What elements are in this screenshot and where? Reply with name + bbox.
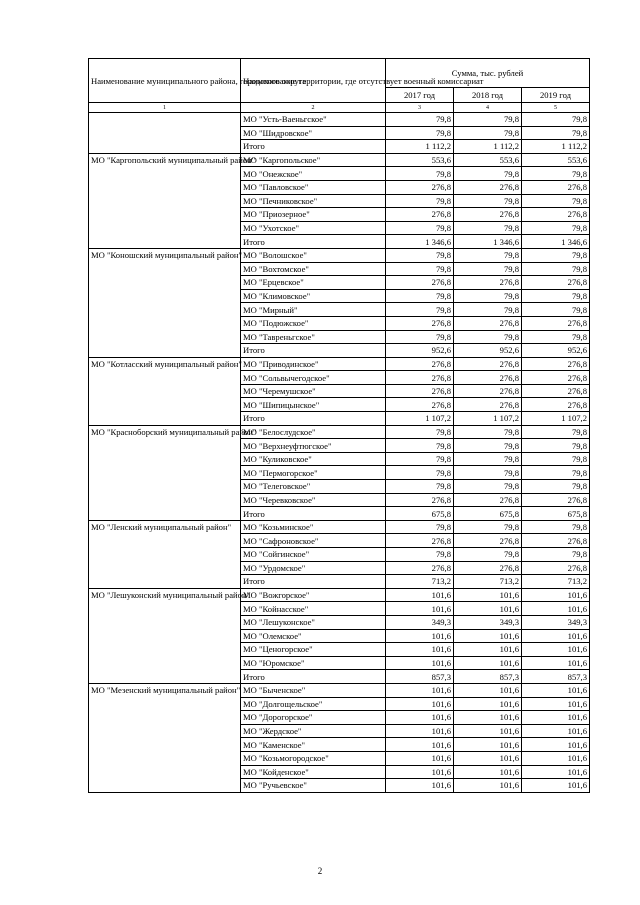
value-2017: 276,8 [386, 398, 454, 412]
value-2019: 349,3 [522, 615, 590, 629]
value-2017: 101,6 [386, 602, 454, 616]
value-2017: 79,8 [386, 425, 454, 439]
value-2019: 101,6 [522, 697, 590, 711]
value-2018: 101,6 [454, 779, 522, 793]
territory-name: МО "Усть-Ваеньгское" [241, 113, 386, 127]
value-2019: 857,3 [522, 670, 590, 684]
value-2018: 79,8 [454, 303, 522, 317]
total-label: Итого [241, 507, 386, 521]
value-2017: 79,8 [386, 248, 454, 262]
value-2017: 101,6 [386, 779, 454, 793]
value-2017: 276,8 [386, 371, 454, 385]
value-2017: 79,8 [386, 126, 454, 140]
value-2018: 101,6 [454, 683, 522, 697]
column-number: 2 [241, 103, 386, 113]
value-2017: 276,8 [386, 276, 454, 290]
header-year-2017: 2017 год [386, 88, 454, 103]
value-2017: 101,6 [386, 724, 454, 738]
value-2017: 101,6 [386, 711, 454, 725]
value-2017: 101,6 [386, 643, 454, 657]
value-2018: 79,8 [454, 167, 522, 181]
value-2019: 1 112,2 [522, 140, 590, 154]
value-2019: 79,8 [522, 330, 590, 344]
value-2018: 349,3 [454, 615, 522, 629]
value-2017: 79,8 [386, 167, 454, 181]
territory-name: МО "Вохтомское" [241, 262, 386, 276]
value-2017: 101,6 [386, 738, 454, 752]
territory-name: МО "Каргопольское" [241, 153, 386, 167]
table-row [89, 520, 590, 534]
territory-name: МО "Вожгорское" [241, 588, 386, 602]
value-2019: 276,8 [522, 208, 590, 222]
value-2018: 101,6 [454, 588, 522, 602]
value-2018: 276,8 [454, 316, 522, 330]
value-2018: 101,6 [454, 656, 522, 670]
district-name: МО "Красноборский муниципальный район" [89, 425, 241, 520]
value-2017: 101,6 [386, 765, 454, 779]
value-2018: 101,6 [454, 738, 522, 752]
value-2018: 101,6 [454, 697, 522, 711]
value-2018: 101,6 [454, 724, 522, 738]
value-2017: 79,8 [386, 262, 454, 276]
value-2018: 1 112,2 [454, 140, 522, 154]
territory-name: МО "Волошское" [241, 248, 386, 262]
value-2018: 553,6 [454, 153, 522, 167]
territory-name: МО "Сойгинское" [241, 548, 386, 562]
value-2019: 101,6 [522, 683, 590, 697]
territory-name: МО "Приозерное" [241, 208, 386, 222]
value-2017: 675,8 [386, 507, 454, 521]
value-2019: 101,6 [522, 751, 590, 765]
value-2018: 276,8 [454, 398, 522, 412]
value-2018: 276,8 [454, 276, 522, 290]
territory-name: МО "Юромское" [241, 656, 386, 670]
value-2018: 276,8 [454, 561, 522, 575]
value-2018: 79,8 [454, 452, 522, 466]
territory-name: МО "Ерцевское" [241, 276, 386, 290]
value-2018: 276,8 [454, 357, 522, 371]
total-label: Итого [241, 140, 386, 154]
value-2019: 276,8 [522, 493, 590, 507]
value-2018: 101,6 [454, 711, 522, 725]
territory-name: МО "Козьминское" [241, 520, 386, 534]
district-name: МО "Каргопольский муниципальный район" [89, 153, 241, 248]
table-row [89, 588, 590, 602]
value-2017: 553,6 [386, 153, 454, 167]
column-number: 1 [89, 103, 241, 113]
territory-name: МО "Сафроновское" [241, 534, 386, 548]
value-2018: 79,8 [454, 126, 522, 140]
header-year-2019: 2019 год [522, 88, 590, 103]
territory-name: МО "Дорогорское" [241, 711, 386, 725]
value-2019: 101,6 [522, 738, 590, 752]
column-number: 3 [386, 103, 454, 113]
territory-name: МО "Печниковское" [241, 194, 386, 208]
value-2017: 79,8 [386, 480, 454, 494]
value-2019: 1 107,2 [522, 412, 590, 426]
value-2019: 79,8 [522, 113, 590, 127]
territory-name: МО "Онежское" [241, 167, 386, 181]
value-2017: 79,8 [386, 113, 454, 127]
territory-name: МО "Куликовское" [241, 452, 386, 466]
value-2017: 79,8 [386, 289, 454, 303]
territory-name: МО "Мирный" [241, 303, 386, 317]
territory-name: МО "Быченское" [241, 683, 386, 697]
value-2019: 101,6 [522, 629, 590, 643]
value-2018: 79,8 [454, 439, 522, 453]
value-2019: 79,8 [522, 466, 590, 480]
value-2018: 79,8 [454, 248, 522, 262]
value-2018: 1 346,6 [454, 235, 522, 249]
value-2018: 79,8 [454, 113, 522, 127]
value-2019: 79,8 [522, 439, 590, 453]
value-2017: 713,2 [386, 575, 454, 589]
value-2018: 276,8 [454, 180, 522, 194]
territory-name: МО "Шипицынское" [241, 398, 386, 412]
value-2018: 713,2 [454, 575, 522, 589]
header-municipal-district: Наименование муниципального района, городского округа [89, 59, 241, 103]
value-2017: 79,8 [386, 466, 454, 480]
value-2018: 79,8 [454, 221, 522, 235]
value-2017: 276,8 [386, 384, 454, 398]
value-2017: 952,6 [386, 344, 454, 358]
value-2019: 101,6 [522, 724, 590, 738]
value-2019: 79,8 [522, 167, 590, 181]
value-2017: 79,8 [386, 221, 454, 235]
value-2019: 553,6 [522, 153, 590, 167]
value-2019: 79,8 [522, 548, 590, 562]
territory-name: МО "Павловское" [241, 180, 386, 194]
value-2018: 276,8 [454, 384, 522, 398]
table-body [89, 113, 590, 793]
value-2019: 276,8 [522, 371, 590, 385]
territory-name: МО "Телеговское" [241, 480, 386, 494]
budget-table [88, 58, 590, 793]
territory-name: МО "Жердское" [241, 724, 386, 738]
table-row [89, 425, 590, 439]
value-2019: 276,8 [522, 398, 590, 412]
territory-name: МО "Шидровское" [241, 126, 386, 140]
value-2019: 79,8 [522, 126, 590, 140]
total-label: Итого [241, 412, 386, 426]
total-label: Итого [241, 670, 386, 684]
territory-name: МО "Черемушское" [241, 384, 386, 398]
table-row [89, 248, 590, 262]
value-2018: 276,8 [454, 493, 522, 507]
territory-name: МО "Козьмогородское" [241, 751, 386, 765]
total-label: Итого [241, 344, 386, 358]
value-2019: 276,8 [522, 561, 590, 575]
value-2017: 1 107,2 [386, 412, 454, 426]
territory-name: МО "Пермогорское" [241, 466, 386, 480]
territory-name: МО "Койнасское" [241, 602, 386, 616]
value-2019: 276,8 [522, 357, 590, 371]
territory-name: МО "Белослудское" [241, 425, 386, 439]
value-2019: 79,8 [522, 520, 590, 534]
value-2018: 79,8 [454, 480, 522, 494]
territory-name: МО "Олемское" [241, 629, 386, 643]
value-2017: 101,6 [386, 683, 454, 697]
value-2017: 349,3 [386, 615, 454, 629]
table-row [89, 683, 590, 697]
value-2019: 276,8 [522, 316, 590, 330]
value-2017: 276,8 [386, 180, 454, 194]
value-2017: 276,8 [386, 493, 454, 507]
territory-name: МО "Каменское" [241, 738, 386, 752]
value-2019: 79,8 [522, 425, 590, 439]
value-2018: 101,6 [454, 765, 522, 779]
territory-name: МО "Сольвычегодское" [241, 371, 386, 385]
territory-name: МО "Лешуконское" [241, 615, 386, 629]
value-2017: 276,8 [386, 316, 454, 330]
total-label: Итого [241, 575, 386, 589]
value-2017: 79,8 [386, 452, 454, 466]
value-2018: 276,8 [454, 534, 522, 548]
district-name: МО "Ленский муниципальный район" [89, 520, 241, 588]
territory-name: МО "Тавреньгское" [241, 330, 386, 344]
value-2018: 101,6 [454, 629, 522, 643]
value-2018: 79,8 [454, 466, 522, 480]
value-2018: 1 107,2 [454, 412, 522, 426]
value-2018: 276,8 [454, 208, 522, 222]
value-2017: 101,6 [386, 697, 454, 711]
value-2017: 1 112,2 [386, 140, 454, 154]
table-row [89, 357, 590, 371]
value-2018: 79,8 [454, 330, 522, 344]
value-2018: 101,6 [454, 602, 522, 616]
value-2018: 857,3 [454, 670, 522, 684]
value-2018: 675,8 [454, 507, 522, 521]
territory-name: МО "Ценогорское" [241, 643, 386, 657]
district-name: МО "Котласский муниципальный район" [89, 357, 241, 425]
value-2019: 79,8 [522, 262, 590, 276]
territory-name: МО "Ручьевское" [241, 779, 386, 793]
value-2017: 101,6 [386, 656, 454, 670]
header-sum: Сумма, тыс. рублей [386, 59, 590, 88]
value-2018: 79,8 [454, 194, 522, 208]
value-2017: 276,8 [386, 534, 454, 548]
value-2019: 101,6 [522, 602, 590, 616]
value-2017: 276,8 [386, 561, 454, 575]
territory-name: МО "Ухотское" [241, 221, 386, 235]
value-2017: 276,8 [386, 357, 454, 371]
table-row [89, 113, 590, 127]
district-name: МО "Коношский муниципальный район" [89, 248, 241, 357]
value-2017: 79,8 [386, 520, 454, 534]
territory-name: МО "Урдомское" [241, 561, 386, 575]
value-2017: 276,8 [386, 208, 454, 222]
value-2019: 276,8 [522, 534, 590, 548]
value-2019: 79,8 [522, 303, 590, 317]
value-2019: 79,8 [522, 248, 590, 262]
column-number: 4 [454, 103, 522, 113]
district-name: МО "Лешуконский муниципальный район" [89, 588, 241, 683]
value-2019: 101,6 [522, 779, 590, 793]
value-2019: 79,8 [522, 452, 590, 466]
value-2019: 79,8 [522, 221, 590, 235]
value-2019: 79,8 [522, 194, 590, 208]
value-2018: 79,8 [454, 520, 522, 534]
column-number: 5 [522, 103, 590, 113]
value-2019: 79,8 [522, 480, 590, 494]
value-2017: 79,8 [386, 303, 454, 317]
value-2017: 857,3 [386, 670, 454, 684]
value-2018: 79,8 [454, 289, 522, 303]
value-2019: 101,6 [522, 643, 590, 657]
value-2019: 101,6 [522, 711, 590, 725]
value-2019: 276,8 [522, 276, 590, 290]
district-name [89, 113, 241, 154]
value-2019: 713,2 [522, 575, 590, 589]
value-2017: 1 346,6 [386, 235, 454, 249]
territory-name: МО "Подюжское" [241, 316, 386, 330]
value-2018: 952,6 [454, 344, 522, 358]
value-2019: 79,8 [522, 289, 590, 303]
header-territory: Наименование территории, где отсутствует военный комиссариат [241, 59, 386, 103]
value-2018: 79,8 [454, 548, 522, 562]
territory-name: МО "Приводинское" [241, 357, 386, 371]
value-2019: 1 346,6 [522, 235, 590, 249]
territory-name: МО "Долгощельское" [241, 697, 386, 711]
territory-name: МО "Койденское" [241, 765, 386, 779]
value-2017: 101,6 [386, 751, 454, 765]
value-2019: 276,8 [522, 384, 590, 398]
value-2018: 101,6 [454, 643, 522, 657]
territory-name: МО "Черевковское" [241, 493, 386, 507]
territory-name: МО "Климовское" [241, 289, 386, 303]
value-2017: 79,8 [386, 194, 454, 208]
value-2018: 101,6 [454, 751, 522, 765]
value-2019: 101,6 [522, 656, 590, 670]
value-2017: 79,8 [386, 330, 454, 344]
value-2019: 675,8 [522, 507, 590, 521]
value-2019: 101,6 [522, 765, 590, 779]
territory-name: МО "Верхнеуфтюгское" [241, 439, 386, 453]
table-row [89, 153, 590, 167]
value-2017: 101,6 [386, 629, 454, 643]
value-2019: 276,8 [522, 180, 590, 194]
value-2018: 79,8 [454, 262, 522, 276]
value-2017: 101,6 [386, 588, 454, 602]
district-name: МО "Мезенский муниципальный район" [89, 683, 241, 792]
value-2019: 101,6 [522, 588, 590, 602]
value-2018: 79,8 [454, 425, 522, 439]
page-number: 2 [317, 866, 323, 876]
value-2019: 952,6 [522, 344, 590, 358]
value-2018: 276,8 [454, 371, 522, 385]
value-2017: 79,8 [386, 439, 454, 453]
value-2017: 79,8 [386, 548, 454, 562]
total-label: Итого [241, 235, 386, 249]
header-year-2018: 2018 год [454, 88, 522, 103]
